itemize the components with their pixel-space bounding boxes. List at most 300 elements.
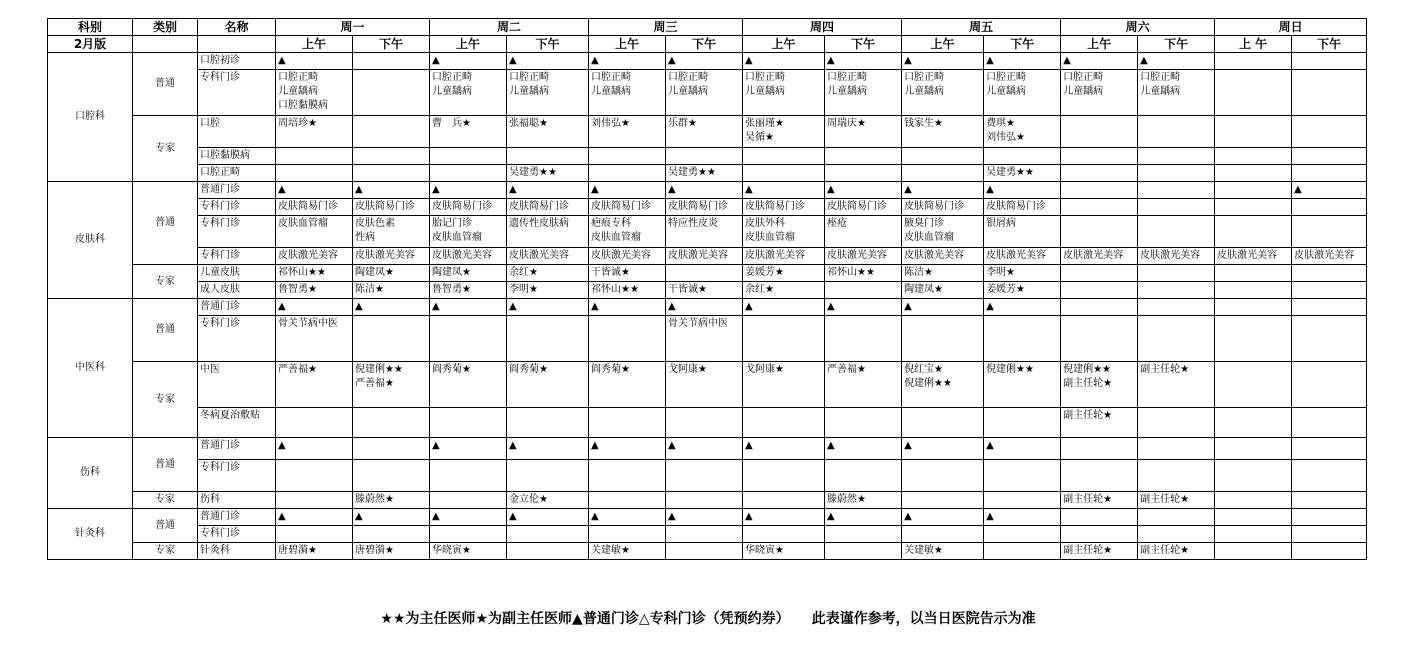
schedule-cell: ▲	[666, 182, 743, 199]
session-header: 下午	[507, 36, 589, 53]
schedule-cell: 费琪★ 刘伟弘★	[984, 116, 1061, 148]
table-row	[48, 509, 1367, 526]
schedule-cell	[984, 408, 1061, 438]
schedule-cell: 鲁智勇★	[430, 282, 507, 299]
schedule-cell: ▲	[984, 53, 1061, 70]
schedule-cell: 皮肤激光美容	[589, 248, 666, 265]
schedule-cell	[1215, 299, 1292, 316]
schedule-cell: 口腔正畸 儿童龋病	[589, 70, 666, 116]
schedule-cell: 周培珍★	[276, 116, 353, 148]
schedule-cell: 皮肤激光美容	[276, 248, 353, 265]
schedule-cell	[902, 492, 984, 509]
schedule-body	[48, 53, 1367, 560]
schedule-cell	[1215, 408, 1292, 438]
schedule-cell	[1215, 460, 1292, 492]
schedule-cell	[1215, 148, 1292, 165]
schedule-cell: ▲	[666, 509, 743, 526]
schedule-cell: 副主任轮★	[1138, 543, 1215, 560]
schedule-cell	[507, 408, 589, 438]
schedule-cell: ▲	[589, 299, 666, 316]
session-header: 下午	[353, 36, 430, 53]
schedule-cell	[1061, 460, 1138, 492]
schedule-cell	[1138, 526, 1215, 543]
schedule-cell	[666, 492, 743, 509]
schedule-cell: 皮肤激光美容	[902, 248, 984, 265]
table-row	[48, 492, 1367, 509]
clinic-name-cell: 专科门诊	[198, 199, 276, 216]
schedule-cell: 余红★	[743, 282, 825, 299]
schedule-cell: 口腔正畸 儿童龋病	[507, 70, 589, 116]
schedule-cell: ▲	[743, 53, 825, 70]
session-header: 下午	[825, 36, 902, 53]
schedule-cell: 干皆诚★	[666, 282, 743, 299]
schedule-cell	[1215, 265, 1292, 282]
schedule-cell	[507, 526, 589, 543]
schedule-cell	[1215, 165, 1292, 182]
schedule-cell: ▲	[825, 182, 902, 199]
session-header: 上午	[589, 36, 666, 53]
schedule-cell: 皮肤激光美容	[353, 248, 430, 265]
table-row	[48, 543, 1367, 560]
schedule-cell: 倪建俐★★	[984, 362, 1061, 408]
table-row	[48, 460, 1367, 492]
category-cell: 普通	[133, 182, 198, 265]
schedule-cell	[276, 460, 353, 492]
schedule-cell	[1061, 282, 1138, 299]
schedule-cell	[1292, 199, 1367, 216]
schedule-cell: 皮肤激光美容	[666, 248, 743, 265]
schedule-cell: ▲	[430, 182, 507, 199]
schedule-cell	[1292, 460, 1367, 492]
clinic-name-cell: 专科门诊	[198, 526, 276, 543]
schedule-cell: ▲	[743, 299, 825, 316]
schedule-cell: 吴建勇★★	[507, 165, 589, 182]
schedule-cell	[430, 165, 507, 182]
schedule-cell: 陶建凤★	[353, 265, 430, 282]
schedule-cell	[1215, 53, 1292, 70]
schedule-cell: 金立伦★	[507, 492, 589, 509]
schedule-cell: 刘伟弘★	[589, 116, 666, 148]
schedule-cell	[589, 526, 666, 543]
schedule-cell	[743, 526, 825, 543]
schedule-cell	[1138, 299, 1215, 316]
table-row	[48, 116, 1367, 148]
schedule-cell: ▲	[507, 509, 589, 526]
session-header: 上 午	[1215, 36, 1292, 53]
schedule-cell: 李明★	[984, 265, 1061, 282]
schedule-cell: ▲	[430, 509, 507, 526]
edition-label: 2月版	[48, 36, 133, 53]
schedule-cell	[666, 148, 743, 165]
schedule-cell	[430, 148, 507, 165]
schedule-cell: 皮肤激光美容	[1138, 248, 1215, 265]
schedule-cell	[984, 526, 1061, 543]
schedule-cell	[825, 316, 902, 362]
schedule-cell	[430, 408, 507, 438]
schedule-cell: ▲	[666, 438, 743, 460]
header-row-days	[48, 19, 1367, 36]
department-cell: 皮肤科	[48, 182, 133, 299]
schedule-cell	[743, 148, 825, 165]
schedule-cell: 皮肤激光美容	[430, 248, 507, 265]
schedule-cell: 口腔正畸 儿童龋病	[430, 70, 507, 116]
schedule-cell: ▲	[589, 438, 666, 460]
schedule-cell	[1215, 282, 1292, 299]
schedule-cell: 华晓寅★	[430, 543, 507, 560]
clinic-name-cell: 专科门诊	[198, 248, 276, 265]
clinic-name-cell: 专科门诊	[198, 216, 276, 248]
schedule-cell	[825, 165, 902, 182]
schedule-cell	[984, 148, 1061, 165]
schedule-cell	[353, 408, 430, 438]
schedule-cell: ▲	[825, 53, 902, 70]
schedule-cell	[825, 148, 902, 165]
schedule-cell	[1292, 265, 1367, 282]
schedule-cell	[430, 316, 507, 362]
schedule-cell: 祁怀山★★	[589, 282, 666, 299]
table-row	[48, 70, 1367, 116]
clinic-name-cell: 口腔初诊	[198, 53, 276, 70]
schedule-cell	[743, 408, 825, 438]
clinic-name-cell: 专科门诊	[198, 316, 276, 362]
category-cell: 专家	[133, 362, 198, 438]
clinic-name-cell: 普通门诊	[198, 438, 276, 460]
schedule-cell: 鲁智勇★	[276, 282, 353, 299]
category-cell: 专家	[133, 265, 198, 299]
schedule-cell	[1061, 165, 1138, 182]
clinic-name-cell: 普通门诊	[198, 509, 276, 526]
schedule-cell	[1138, 182, 1215, 199]
schedule-cell	[902, 408, 984, 438]
schedule-cell	[430, 460, 507, 492]
schedule-cell	[1215, 199, 1292, 216]
schedule-cell: ▲	[353, 182, 430, 199]
schedule-cell: 姜媛芳★	[984, 282, 1061, 299]
schedule-cell	[353, 526, 430, 543]
schedule-cell: ▲	[825, 509, 902, 526]
schedule-cell	[1138, 216, 1215, 248]
schedule-cell: 李明★	[507, 282, 589, 299]
schedule-cell	[1138, 116, 1215, 148]
schedule-cell: ▲	[276, 53, 353, 70]
schedule-cell	[666, 265, 743, 282]
schedule-cell	[1061, 148, 1138, 165]
schedule-cell: 口腔正畸 儿童龋病	[743, 70, 825, 116]
table-row	[48, 265, 1367, 282]
schedule-cell: 滕蔚然★	[825, 492, 902, 509]
schedule-cell: 副主任轮★	[1061, 408, 1138, 438]
schedule-cell	[276, 492, 353, 509]
disclaimer-text: 此表谨作参考，以当日医院告示为准	[811, 611, 1036, 627]
schedule-cell	[1061, 199, 1138, 216]
table-row	[48, 53, 1367, 70]
schedule-cell: ▲	[276, 299, 353, 316]
schedule-cell	[743, 165, 825, 182]
clinic-name-cell: 普通门诊	[198, 299, 276, 316]
schedule-cell: ▲	[276, 182, 353, 199]
schedule-cell: 遗传性皮肤病	[507, 216, 589, 248]
schedule-cell	[1292, 299, 1367, 316]
schedule-cell	[825, 408, 902, 438]
schedule-cell: 皮肤简易门诊	[825, 199, 902, 216]
schedule-cell	[1061, 265, 1138, 282]
schedule-cell	[276, 526, 353, 543]
day-header-thu: 周四	[743, 19, 902, 36]
schedule-cell: 周瑞庆★	[825, 116, 902, 148]
table-row	[48, 408, 1367, 438]
schedule-cell	[984, 543, 1061, 560]
schedule-cell	[1138, 509, 1215, 526]
schedule-cell	[430, 492, 507, 509]
schedule-cell	[984, 460, 1061, 492]
schedule-cell	[589, 408, 666, 438]
schedule-cell: ▲	[902, 182, 984, 199]
schedule-cell: 皮肤激光美容	[507, 248, 589, 265]
schedule-cell: 倪红宝★ 倪建俐★★	[902, 362, 984, 408]
schedule-cell: ▲	[902, 53, 984, 70]
col-department-header: 科别	[48, 19, 133, 36]
schedule-cell	[1215, 70, 1292, 116]
schedule-cell: 皮肤简易门诊	[743, 199, 825, 216]
schedule-table	[47, 18, 1367, 560]
schedule-cell: 关建敏★	[589, 543, 666, 560]
schedule-cell: ▲	[507, 438, 589, 460]
schedule-cell	[1215, 182, 1292, 199]
schedule-cell: ▲	[825, 438, 902, 460]
session-header: 下午	[1292, 36, 1367, 53]
department-cell: 针灸科	[48, 509, 133, 560]
table-row	[48, 299, 1367, 316]
schedule-cell	[666, 526, 743, 543]
schedule-cell	[1061, 316, 1138, 362]
category-cell: 普通	[133, 299, 198, 362]
schedule-cell: 骨关节病中医	[276, 316, 353, 362]
category-cell: 普通	[133, 509, 198, 543]
schedule-cell: ▲	[902, 509, 984, 526]
category-cell: 普通	[133, 53, 198, 116]
table-row	[48, 216, 1367, 248]
clinic-name-cell: 中医	[198, 362, 276, 408]
col-category-header: 类别	[133, 19, 198, 36]
schedule-cell: 皮肤简易门诊	[984, 199, 1061, 216]
schedule-cell: ▲	[276, 438, 353, 460]
session-header: 上午	[1061, 36, 1138, 53]
schedule-cell	[1138, 438, 1215, 460]
schedule-cell: 陈洁★	[902, 265, 984, 282]
schedule-cell	[589, 460, 666, 492]
clinic-name-cell: 成人皮肤	[198, 282, 276, 299]
schedule-cell: 口腔正畸 儿童龋病 口腔黏膜病	[276, 70, 353, 116]
category-cell: 普通	[133, 438, 198, 492]
schedule-cell	[507, 460, 589, 492]
department-cell: 口腔科	[48, 53, 133, 182]
schedule-cell	[1215, 116, 1292, 148]
schedule-cell: ▲	[1138, 53, 1215, 70]
schedule-cell: 皮肤激光美容	[1292, 248, 1367, 265]
schedule-cell: 唐碧漪★	[353, 543, 430, 560]
category-cell: 专家	[133, 543, 198, 560]
schedule-cell	[507, 316, 589, 362]
schedule-cell: 皮肤简易门诊	[902, 199, 984, 216]
day-header-tue: 周二	[430, 19, 589, 36]
schedule-cell: ▲	[743, 182, 825, 199]
schedule-cell: 皮肤简易门诊	[353, 199, 430, 216]
table-row	[48, 248, 1367, 265]
schedule-cell	[984, 316, 1061, 362]
schedule-cell: 皮肤简易门诊	[276, 199, 353, 216]
schedule-cell	[353, 53, 430, 70]
schedule-cell	[1138, 165, 1215, 182]
schedule-cell: 胎记门诊 皮肤血管瘤	[430, 216, 507, 248]
session-header: 下午	[984, 36, 1061, 53]
schedule-cell	[666, 543, 743, 560]
schedule-cell	[902, 148, 984, 165]
schedule-cell: 口腔正畸 儿童龋病	[902, 70, 984, 116]
schedule-cell: 张福聪★	[507, 116, 589, 148]
schedule-cell: ▲	[589, 182, 666, 199]
schedule-cell	[1138, 148, 1215, 165]
table-row	[48, 282, 1367, 299]
header-blank	[133, 36, 198, 53]
schedule-cell: ▲	[666, 299, 743, 316]
clinic-name-cell: 专科门诊	[198, 70, 276, 116]
schedule-cell	[1061, 182, 1138, 199]
schedule-cell	[984, 492, 1061, 509]
schedule-cell	[1215, 362, 1292, 408]
col-name-header: 名称	[198, 19, 276, 36]
schedule-cell	[1215, 316, 1292, 362]
department-cell: 伤科	[48, 438, 133, 509]
clinic-name-cell: 儿童皮肤	[198, 265, 276, 282]
schedule-cell	[1292, 70, 1367, 116]
schedule-cell: 张丽瑾★ 吴循★	[743, 116, 825, 148]
schedule-cell	[902, 460, 984, 492]
schedule-cell: 皮肤激光美容	[1061, 248, 1138, 265]
schedule-cell: 皮肤外科 皮肤血管瘤	[743, 216, 825, 248]
schedule-cell	[1292, 438, 1367, 460]
schedule-cell	[1215, 216, 1292, 248]
schedule-cell: 干皆诚★	[589, 265, 666, 282]
schedule-cell: 皮肤激光美容	[984, 248, 1061, 265]
schedule-cell: ▲	[430, 299, 507, 316]
schedule-cell: ▲	[984, 299, 1061, 316]
schedule-cell	[825, 282, 902, 299]
schedule-cell	[276, 408, 353, 438]
table-row	[48, 362, 1367, 408]
schedule-cell	[666, 408, 743, 438]
schedule-cell: ▲	[743, 438, 825, 460]
schedule-cell: 戈阿康★	[666, 362, 743, 408]
schedule-cell: 皮肤血管瘤	[276, 216, 353, 248]
schedule-cell	[353, 165, 430, 182]
schedule-cell: 陶建凤★	[430, 265, 507, 282]
schedule-cell: 姜媛芳★	[743, 265, 825, 282]
schedule-cell: ▲	[1292, 182, 1367, 199]
schedule-cell: ▲	[507, 299, 589, 316]
schedule-cell	[276, 148, 353, 165]
schedule-cell: 口腔正畸 儿童龋病	[825, 70, 902, 116]
schedule-cell	[589, 492, 666, 509]
schedule-cell: 严善福★	[825, 362, 902, 408]
schedule-cell: 阎秀菊★	[430, 362, 507, 408]
schedule-cell: 皮肤激光美容	[1215, 248, 1292, 265]
schedule-cell: 戈阿康★	[743, 362, 825, 408]
schedule-cell: ▲	[902, 299, 984, 316]
schedule-cell: 皮肤简易门诊	[507, 199, 589, 216]
schedule-cell: ▲	[1061, 53, 1138, 70]
schedule-cell	[353, 438, 430, 460]
schedule-cell: ▲	[353, 509, 430, 526]
day-header-mon: 周一	[276, 19, 430, 36]
table-row	[48, 165, 1367, 182]
schedule-cell: 副主任轮★	[1138, 362, 1215, 408]
schedule-cell	[1061, 438, 1138, 460]
schedule-cell: 口腔正畸 儿童龋病	[984, 70, 1061, 116]
schedule-cell	[1061, 299, 1138, 316]
schedule-cell	[1292, 116, 1367, 148]
category-cell: 专家	[133, 492, 198, 509]
schedule-cell: 倪建俐★★ 严善福★	[353, 362, 430, 408]
schedule-cell: 唐碧漪★	[276, 543, 353, 560]
schedule-cell	[825, 543, 902, 560]
schedule-cell: ▲	[984, 509, 1061, 526]
schedule-cell	[743, 492, 825, 509]
schedule-cell	[1061, 509, 1138, 526]
schedule-cell: ▲	[825, 299, 902, 316]
schedule-cell: ▲	[984, 182, 1061, 199]
schedule-cell: 华晓寅★	[743, 543, 825, 560]
session-header: 下午	[1138, 36, 1215, 53]
schedule-cell	[589, 165, 666, 182]
schedule-cell: 皮肤激光美容	[825, 248, 902, 265]
department-cell: 中医科	[48, 299, 133, 438]
schedule-cell	[666, 460, 743, 492]
schedule-cell: 疤痕专科 皮肤血管瘤	[589, 216, 666, 248]
session-header: 上午	[743, 36, 825, 53]
table-row	[48, 526, 1367, 543]
schedule-cell	[353, 148, 430, 165]
schedule-cell	[1292, 165, 1367, 182]
schedule-cell	[430, 526, 507, 543]
schedule-cell	[1215, 543, 1292, 560]
schedule-cell	[353, 460, 430, 492]
schedule-cell: 骨关节病中医	[666, 316, 743, 362]
schedule-cell: 痤疮	[825, 216, 902, 248]
schedule-cell: 银屑病	[984, 216, 1061, 248]
day-header-sat: 周六	[1061, 19, 1215, 36]
schedule-cell: 倪建俐★★ 副主任轮★	[1061, 362, 1138, 408]
schedule-cell: 陈洁★	[353, 282, 430, 299]
session-header: 上午	[902, 36, 984, 53]
schedule-cell	[589, 316, 666, 362]
schedule-cell	[902, 526, 984, 543]
schedule-cell: 吴建勇★★	[666, 165, 743, 182]
schedule-cell	[1215, 492, 1292, 509]
clinic-name-cell: 口腔黏膜病	[198, 148, 276, 165]
schedule-cell	[825, 460, 902, 492]
table-row	[48, 316, 1367, 362]
schedule-cell: 皮肤激光美容	[743, 248, 825, 265]
schedule-cell: 吴建勇★★	[984, 165, 1061, 182]
schedule-cell: ▲	[589, 53, 666, 70]
schedule-cell: ▲	[430, 53, 507, 70]
schedule-cell	[507, 148, 589, 165]
schedule-cell: ▲	[984, 438, 1061, 460]
schedule-cell: 副主任轮★	[1061, 492, 1138, 509]
clinic-name-cell: 口腔正畸	[198, 165, 276, 182]
schedule-cell	[1138, 316, 1215, 362]
schedule-cell: 陶建凤★	[902, 282, 984, 299]
